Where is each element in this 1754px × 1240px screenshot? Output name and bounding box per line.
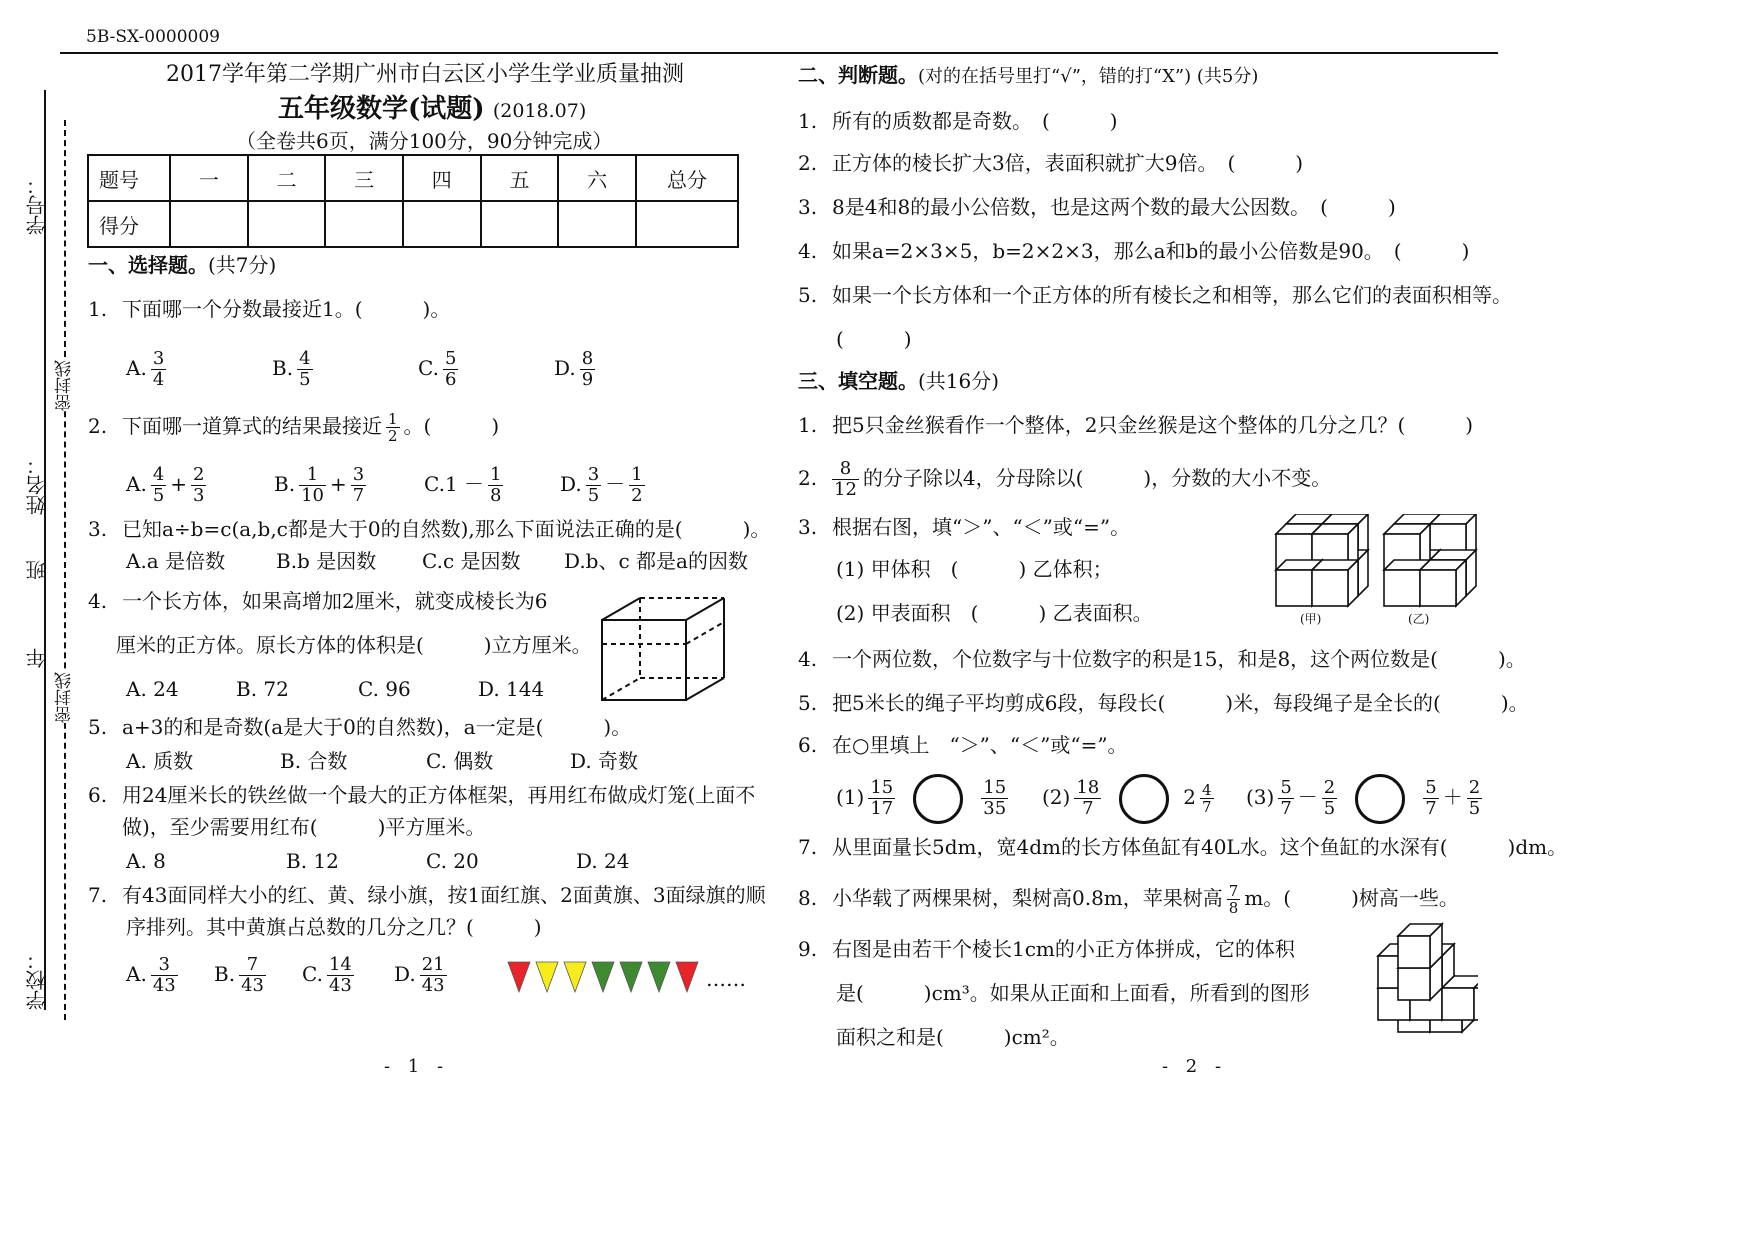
cubes-jia-yi-figure — [1272, 514, 1478, 616]
s1-q7-opt-c[interactable]: C. $\frac{14}{43}$ — [302, 954, 352, 996]
fraction: $\frac{7}{43}$ — [241, 954, 264, 996]
unit-cube — [1312, 560, 1358, 606]
flag — [536, 962, 558, 992]
side-name: 姓名： — [25, 455, 49, 515]
fraction: $\frac{1}{10}$ — [301, 464, 324, 506]
exam-subject — [278, 92, 586, 128]
th-5: 五 — [481, 155, 559, 201]
fraction: $\frac{3}{7}$ — [352, 464, 365, 506]
s3-q6-p1: (1) $\frac{15}{17}$ $\frac{15}{35}$ — [836, 772, 1012, 824]
s1-q1-opt-d[interactable] — [554, 346, 599, 390]
s1-q7-line2: 序排列。其中黄旗占总数的几分之几？( ) — [126, 915, 542, 939]
s1-q1-opt-a[interactable] — [126, 346, 170, 390]
s1-q3-opt-d[interactable]: D.b、c 都是a的因数 — [564, 549, 748, 573]
s2-item-2[interactable]: 2. 正方体的棱长扩大3倍，表面积就扩大9倍。 ( ) — [798, 151, 1304, 175]
fraction: $\frac{15}{35}$ — [983, 777, 1007, 819]
s1-q6-opt-c[interactable]: C. 20 — [426, 849, 479, 873]
section1-title — [88, 252, 276, 278]
fraction: $\frac{5}{7}$ — [1280, 777, 1292, 819]
q-num: 6. — [88, 783, 108, 807]
flag — [508, 962, 530, 992]
s1-q6-line2: 做)，至少需要用红布( )平方厘米。 — [122, 815, 486, 839]
fraction: $\frac{5}{6}$ — [444, 348, 457, 390]
q-num: 1. — [88, 297, 108, 321]
s3-q6-p2: (2) $\frac{18}{7}$ 2 $\frac{4}{7}$ — [1042, 772, 1218, 824]
s1-q4-opt-a[interactable]: A. 24 — [126, 677, 179, 701]
section2-title-text: 二、判断题。 — [798, 63, 918, 87]
s1-q1-opt-c[interactable] — [418, 346, 462, 390]
compare-circle[interactable] — [913, 774, 963, 824]
s2-item-5[interactable]: 5. 如果一个长方体和一个正方体的所有棱长之和相等，那么它们的表面积相等。 — [798, 283, 1512, 307]
q-text: 下面哪一个分数最接近1。( — [122, 297, 363, 321]
score-cell[interactable] — [636, 201, 738, 247]
flag — [564, 962, 586, 992]
exam-note: （全卷共6页，满分100分，90分钟完成） — [236, 129, 613, 153]
side-student-no: 学号： — [25, 175, 49, 235]
q-text: 有43面同样大小的红、黄、绿小旗，按1面红旗、2面黄旗、3面绿旗的顺 — [122, 883, 766, 907]
s1-q3-opt-a[interactable]: A.a 是倍数 — [126, 549, 226, 573]
s1-q1 — [88, 296, 450, 322]
doc-code: 5B-SX-0000009 — [86, 27, 220, 47]
side-grade: 年 — [25, 648, 49, 668]
s1-q5-opt-b[interactable]: B. 合数 — [280, 749, 348, 773]
s3-q5[interactable]: 5. 把5米长的绳子平均剪成6段，每段长( )米，每段绳子是全长的( )。 — [798, 691, 1529, 715]
s1-q4-opt-c[interactable]: C. 96 — [358, 677, 411, 701]
score-cell[interactable] — [325, 201, 403, 247]
flags-figure — [506, 960, 706, 996]
s1-q7 — [88, 882, 766, 908]
s1-q4-opt-d[interactable]: D. 144 — [478, 677, 545, 701]
s3-q7[interactable]: 7. 从里面量长5dm，宽4dm的长方体鱼缸有40L水。这个鱼缸的水深有( )dm。 — [798, 835, 1568, 859]
flags-ellipsis: …… — [706, 967, 746, 991]
score-cell[interactable] — [248, 201, 326, 247]
fraction: $\frac{4}{7}$ — [1201, 781, 1212, 816]
score-table — [87, 154, 739, 248]
s1-q4 — [88, 588, 547, 614]
score-cell[interactable] — [558, 201, 636, 247]
q-num: 5. — [88, 715, 108, 739]
q-num: 2. — [88, 414, 108, 438]
s1-q5-opt-c[interactable]: C. 偶数 — [426, 749, 494, 773]
section1-title-text: 一、选择题。 — [88, 253, 208, 277]
page-number-right: - 2 - — [1162, 1056, 1228, 1077]
fraction: $\frac{21}{43}$ — [421, 954, 445, 996]
s3-q2[interactable]: 2. $\frac{8}{12}$ 的分子除以4，分母除以( )，分数的大小不变。 — [798, 458, 1332, 500]
q-text: 下面哪一道算式的结果最接近 — [122, 414, 382, 438]
s1-q3 — [88, 516, 770, 542]
side-seal-1: 密封线 — [52, 360, 77, 411]
fraction: $\frac{3}{5}$ — [587, 464, 600, 506]
fraction: $\frac{1}{2}$ — [631, 464, 643, 506]
section2-title — [798, 62, 1258, 90]
compare-circle[interactable] — [1355, 774, 1405, 824]
opt-label: A. — [126, 356, 147, 380]
s2-item-3[interactable]: 3. 8是4和8的最小公倍数，也是这两个数的最大公因数。 ( ) — [798, 195, 1396, 219]
fraction: $\frac{8}{12}$ — [834, 458, 857, 500]
fraction: $\frac{15}{17}$ — [870, 777, 894, 819]
cube-caption-jia: (甲) — [1300, 612, 1322, 626]
th-total: 总分 — [636, 155, 738, 201]
q-num: 4. — [88, 589, 108, 613]
fraction: $\frac{3}{43}$ — [152, 954, 176, 996]
s1-q6 — [88, 782, 755, 808]
s1-q5-opt-a[interactable]: A. 质数 — [126, 749, 194, 773]
s3-q6-p3: (3) $\frac{5}{7}$ － $\frac{2}{5}$ $\frac{5}{7}$ ＋ $\frac{2}{5}$ — [1246, 772, 1486, 824]
subject-text: 五年级数学(试题) — [278, 94, 485, 124]
flag — [676, 962, 698, 992]
flag — [620, 962, 642, 992]
q-tail: )。 — [422, 297, 451, 321]
th-1: 一 — [170, 155, 248, 201]
s1-q7-opt-a[interactable]: A. $\frac{3}{43}$ — [126, 954, 176, 996]
cube-caption-yi: (乙) — [1408, 612, 1430, 626]
s2-item-1[interactable]: 1. 所有的质数都是奇数。 ( ) — [798, 109, 1118, 133]
q-tail: 。( ) — [403, 414, 500, 438]
s1-q7-opt-d[interactable]: D. $\frac{21}{43}$ — [394, 954, 445, 996]
flag — [592, 962, 614, 992]
s2-item-5-paren[interactable]: ( ) — [836, 327, 912, 351]
page-number-left: - 1 - — [384, 1056, 450, 1077]
th-label: 题号 — [88, 155, 170, 201]
s3-q1[interactable]: 1. 把5只金丝猴看作一个整体，2只金丝猴是这个整体的几分之几？( ) — [798, 413, 1474, 437]
q-text: 一个长方体，如果高增加2厘米，就变成棱长为6 — [122, 589, 548, 613]
fraction-half: $\frac{1}{2}$ — [388, 410, 398, 445]
score-cell[interactable] — [403, 201, 481, 247]
fraction: $\frac{4}{5}$ — [299, 348, 311, 390]
opt-label: C. — [418, 356, 439, 380]
cube-stack-figure — [1362, 912, 1478, 1036]
fraction: $\frac{2}{5}$ — [1323, 777, 1336, 819]
side-seal-2: 密封线 — [52, 672, 77, 723]
s1-q5 — [88, 714, 631, 740]
q-num: 7. — [88, 883, 108, 907]
fraction: $\frac{5}{7}$ — [1425, 777, 1437, 819]
s3-q9: 9. 右图是由若干个棱长1cm的小正方体拼成，它的体积 — [798, 937, 1295, 961]
s1-q6-opt-b[interactable]: B. 12 — [286, 849, 339, 873]
section3-title-text: 三、填空题。 — [798, 369, 918, 393]
section3-score: (共16分) — [918, 369, 1000, 393]
q-text: 已知a÷b=c(a,b,c都是大于0的自然数),那么下面说法正确的是( )。 — [122, 517, 771, 541]
s1-q2-opt-a[interactable]: A. $\frac{4}{5}$ + $\frac{2}{3}$ — [126, 464, 205, 506]
fraction: $\frac{18}{7}$ — [1076, 777, 1100, 819]
fraction: $\frac{14}{43}$ — [328, 954, 352, 996]
opt-label: D. — [554, 356, 576, 380]
s1-q6-opt-a[interactable]: A. 8 — [126, 849, 166, 873]
fraction: $\frac{2}{5}$ — [1468, 777, 1481, 819]
s1-q2-opt-c[interactable]: C.1 － $\frac{1}{8}$ — [424, 464, 502, 506]
s1-q2-opt-d[interactable]: D. $\frac{3}{5}$ － $\frac{1}{2}$ — [560, 464, 643, 506]
binding-dashes — [64, 120, 66, 1020]
s1-q6-opt-d[interactable]: D. 24 — [576, 849, 630, 873]
s1-q2-opt-b[interactable]: B. $\frac{1}{10}$ + $\frac{3}{7}$ — [274, 464, 365, 506]
score-row-label: 得分 — [88, 201, 170, 247]
s3-q4[interactable]: 4. 一个两位数，个位数字与十位数字的积是15，和是8，这个两位数是( )。 — [798, 647, 1526, 671]
section3-title — [798, 368, 999, 394]
q-text: a+3的和是奇数(a是大于0的自然数)，a一定是( )。 — [122, 715, 632, 739]
side-class: 班 — [25, 560, 49, 580]
fraction: $\frac{4}{5}$ — [152, 464, 165, 506]
opt-label: B. — [272, 356, 294, 380]
compare-circle[interactable] — [1119, 774, 1169, 824]
s1-q4-opt-b[interactable]: B. 72 — [236, 677, 289, 701]
score-cell[interactable] — [170, 201, 248, 247]
score-table-score-row — [88, 201, 738, 247]
s1-q3-opt-c[interactable]: C.c 是因数 — [422, 549, 521, 573]
s1-q2 — [88, 404, 499, 448]
s3-q3-sub1[interactable]: (1) 甲体积 ( ) 乙体积； — [836, 557, 1113, 581]
s3-q9-line3[interactable]: 面积之和是( )cm²。 — [836, 1025, 1070, 1049]
s3-q3: 3. 根据右图，填“＞”、“＜”或“=”。 — [798, 515, 1131, 539]
fraction: $\frac{1}{8}$ — [490, 464, 502, 506]
cuboid-figure — [598, 594, 734, 704]
s3-q3-sub2[interactable]: (2) 甲表面积 ( ) 乙表面积。 — [836, 601, 1153, 625]
th-6: 六 — [558, 155, 636, 201]
section1-score: (共7分) — [208, 253, 277, 277]
s2-item-4[interactable]: 4. 如果a=2×3×5，b=2×2×3，那么a和b的最小公倍数是90。 ( ) — [798, 239, 1470, 263]
fraction: $\frac{8}{9}$ — [581, 348, 594, 390]
s1-q7-opt-b[interactable]: B. $\frac{7}{43}$ — [214, 954, 264, 996]
fraction: $\frac{3}{4}$ — [152, 348, 165, 390]
s1-q4-line2: 厘米的正方体。原长方体的体积是( )立方厘米。 — [116, 633, 592, 657]
s1-q1-opt-b[interactable] — [272, 346, 317, 390]
th-4: 四 — [403, 155, 481, 201]
unit-cube — [1420, 560, 1466, 606]
s1-q5-opt-d[interactable]: D. 奇数 — [570, 749, 639, 773]
exam-date: (2018.07) — [492, 100, 587, 122]
flag — [648, 962, 670, 992]
fraction: $\frac{2}{3}$ — [193, 464, 205, 506]
unit-cube — [1398, 924, 1442, 968]
score-table-header-row — [88, 155, 738, 201]
fraction: $\frac{7}{8}$ — [1228, 882, 1239, 917]
s3-q8[interactable]: 8. 小华载了两棵果树，梨树高0.8m，苹果树高 $\frac{7}{8}$ m。( )树高一些。 — [798, 882, 1459, 917]
q-num: 3. — [88, 517, 108, 541]
q-text: 用24厘米长的铁丝做一个最大的正方体框架，再用红布做成灯笼(上面不 — [122, 783, 756, 807]
side-school: 学校： — [25, 950, 49, 1010]
s3-q6: 6. 在○里填上 “＞”、“＜”或“=”。 — [798, 733, 1128, 757]
score-cell[interactable] — [481, 201, 559, 247]
top-rule — [60, 52, 1498, 54]
s1-q3-opt-b[interactable]: B.b 是因数 — [276, 549, 377, 573]
th-3: 三 — [325, 155, 403, 201]
s3-q9-line2[interactable]: 是( )cm³。如果从正面和上面看，所看到的图形 — [836, 981, 1310, 1005]
section2-instr: (对的在括号里打“√”，错的打“X”) (共5分) — [918, 66, 1259, 87]
exam-title: 2017学年第二学期广州市白云区小学生学业质量抽测 — [166, 62, 684, 87]
th-2: 二 — [248, 155, 326, 201]
